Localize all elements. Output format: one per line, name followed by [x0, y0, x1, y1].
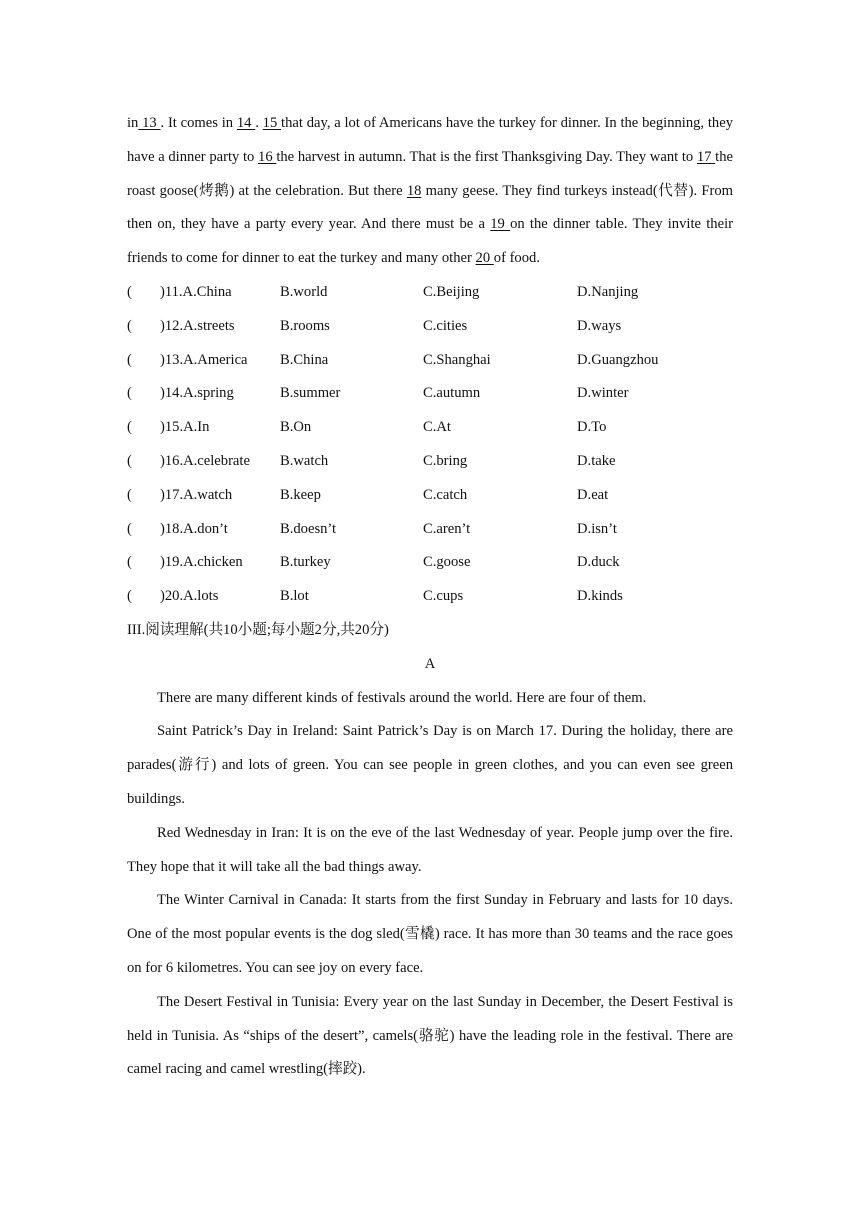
blank-18: 18: [406, 182, 422, 199]
question-row: [127, 546, 733, 580]
passage-text: the harvest in autumn. That is the first Thanksgiving Day. They want to: [276, 148, 697, 165]
passage-text: on the dinner table. They invite their friends to come for dinner to eat the turkey and many other: [127, 216, 733, 267]
answer-paren[interactable]: (: [127, 588, 132, 605]
reading-paragraph: Saint Patrick’s Day in Ireland: Saint Patrick’s Day is on March 17. During the holiday, there are parades(游行) and lots of green. You can see people in green clothes, and you can even see green buildings.: [127, 723, 733, 807]
question-option-a: )15.A.In: [160, 419, 210, 436]
question-option-a: )13.A.America: [160, 351, 248, 368]
blank-19: 19: [490, 216, 511, 233]
blank-16: 16: [258, 148, 277, 165]
option-d: D.Guangzhou: [577, 351, 659, 368]
passage-text: .: [255, 115, 263, 131]
option-c: C.autumn: [423, 385, 481, 402]
question-row: [127, 344, 733, 378]
option-b: B.keep: [280, 486, 321, 503]
answer-paren[interactable]: (: [127, 486, 132, 503]
question-option-a: )17.A.watch: [160, 486, 233, 503]
option-d: D.kinds: [577, 588, 623, 605]
option-b: B.rooms: [280, 317, 330, 334]
option-b: B.lot: [280, 588, 309, 605]
question-option-a: )16.A.celebrate: [160, 452, 250, 469]
reading-paragraph: Red Wednesday in Iran: It is on the eve of the last Wednesday of year. People jump over the fire. They hope that it will take all the bad things away.: [127, 824, 733, 875]
passage-label: A: [424, 655, 436, 672]
reading-paragraph: There are many different kinds of festivals around the world. Here are four of them.: [157, 689, 647, 706]
option-c: C.cities: [423, 317, 468, 334]
passage-text: of food.: [493, 250, 540, 267]
passage-text: in: [127, 115, 139, 131]
passage-text: that day, a lot of Americans have the turkey for dinner. In the beginning, they have a dinner party to: [127, 115, 733, 165]
option-b: B.On: [280, 419, 312, 436]
question-row: [127, 580, 733, 614]
option-d: D.take: [577, 452, 616, 469]
answer-paren[interactable]: (: [127, 419, 132, 436]
blank-13: 13: [138, 115, 161, 131]
option-c: C.goose: [423, 554, 471, 571]
option-b: B.doesn’t: [280, 520, 337, 537]
blank-14: 14: [236, 115, 256, 131]
blank-17: 17: [696, 148, 716, 165]
answer-paren[interactable]: (: [127, 520, 132, 537]
question-option-a: )18.A.don’t: [160, 520, 228, 537]
blank-20: 20: [475, 250, 494, 267]
option-b: B.watch: [280, 452, 329, 469]
question-row: [127, 411, 733, 445]
option-d: D.winter: [577, 385, 629, 402]
option-c: C.At: [423, 419, 451, 436]
option-c: C.cups: [423, 588, 464, 605]
option-b: B.world: [280, 283, 328, 300]
option-d: D.duck: [577, 554, 620, 571]
question-option-a: )14.A.spring: [160, 385, 234, 402]
passage-text: . It comes in: [160, 115, 237, 131]
document-page: [127, 107, 733, 1087]
answer-paren[interactable]: (: [127, 452, 132, 469]
option-d: D.Nanjing: [577, 283, 639, 300]
section-heading: III.阅读理解(共10小题;每小题2分,共20分): [127, 621, 389, 638]
option-c: C.aren’t: [423, 520, 471, 537]
question-row: [127, 276, 733, 310]
option-d: D.eat: [577, 486, 609, 503]
option-d: D.ways: [577, 317, 622, 334]
option-c: C.catch: [423, 486, 468, 503]
option-d: D.isn’t: [577, 520, 617, 537]
question-row: [127, 310, 733, 344]
option-b: B.China: [280, 351, 329, 368]
question-option-a: )12.A.streets: [160, 317, 235, 334]
answer-paren[interactable]: (: [127, 554, 132, 571]
answer-paren[interactable]: (: [127, 351, 132, 368]
question-option-a: )20.A.lots: [160, 588, 219, 605]
question-list: [127, 276, 733, 614]
question-option-a: )11.A.China: [160, 283, 232, 300]
cloze-passage: [127, 107, 733, 276]
reading-paragraph: The Desert Festival in Tunisia: Every year on the last Sunday in December, the Desert Festival is held in Tunisia. As “ships of the desert”, camels(骆驼) have the leading role in the festival. There are camel racing and camel wrestling(摔跤).: [127, 993, 733, 1078]
option-b: B.summer: [280, 385, 341, 402]
reading-paragraph: The Winter Carnival in Canada: It starts from the first Sunday in February and lasts for 10 days. One of the most popular events is the dog sled(雪橇) race. It has more than 30 teams and the race goes on for 6 kilometres. You can see joy on every face.: [127, 892, 733, 976]
option-c: C.bring: [423, 452, 468, 469]
blank-15: 15: [262, 115, 282, 131]
passage-text: many geese. They find turkeys instead(代替). From then on, they have a party every year. And there must be a: [127, 182, 733, 233]
question-row: [127, 479, 733, 513]
option-c: C.Shanghai: [423, 351, 491, 368]
answer-paren[interactable]: (: [127, 317, 132, 334]
question-row: [127, 377, 733, 411]
answer-paren[interactable]: (: [127, 385, 132, 402]
option-d: D.To: [577, 419, 607, 436]
option-c: C.Beijing: [423, 283, 480, 300]
answer-paren[interactable]: (: [127, 283, 132, 300]
question-option-a: )19.A.chicken: [160, 554, 243, 571]
option-b: B.turkey: [280, 554, 331, 571]
question-row: [127, 513, 733, 547]
passage-text: the roast goose(烤鹅) at the celebration. But there: [127, 148, 734, 199]
question-row: [127, 445, 733, 479]
